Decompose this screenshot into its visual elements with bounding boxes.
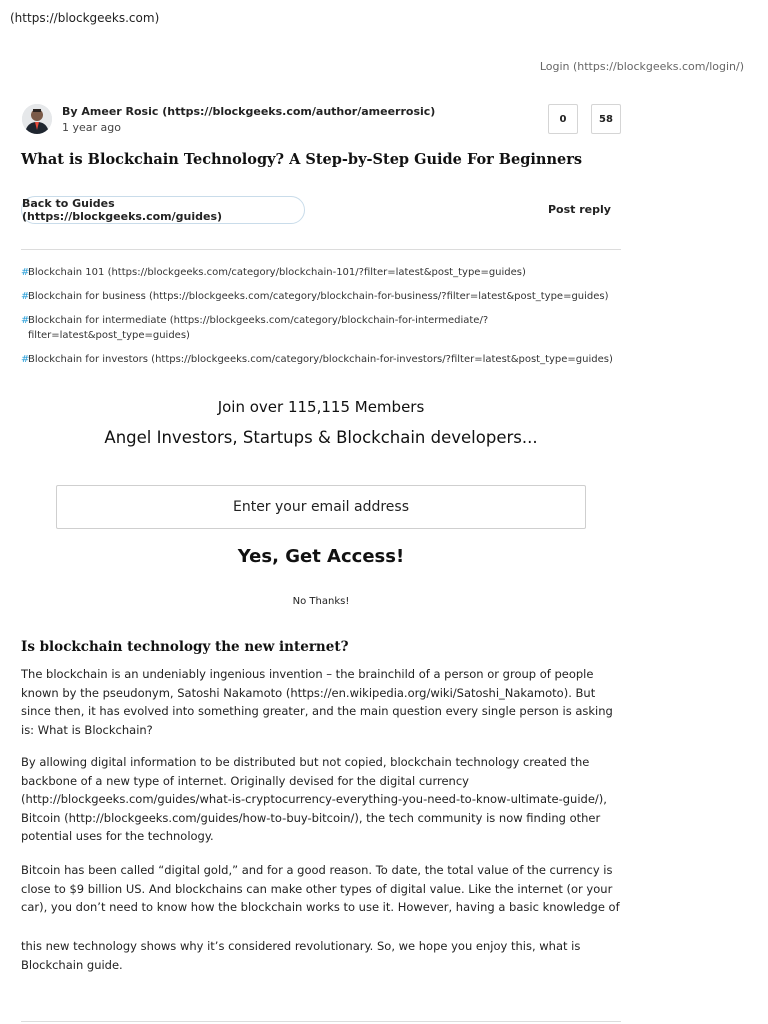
tag-link[interactable] (21, 289, 621, 304)
body-paragraph: By allowing digital information to be distributed but not copied, blockchain technology created the backbone of a new type of internet. Originally devised for the digital currency (http://blockgeeks.com/guides/what-is-cryptocurrency-everything-you-need-to-know-ultimate-guide/), Bitcoin (http://blockgeeks.com/guides/how-to-buy-bitcoin/), the tech community is now finding other potential uses for the technology. (21, 755, 607, 844)
hash-icon: # (21, 291, 30, 302)
comment-count[interactable]: 0 (548, 104, 578, 134)
tag-label[interactable]: Blockchain for intermediate (https://blockgeeks.com/category/blockchain-for-intermediate/?filter=latest&post_type=guides) (28, 315, 489, 341)
get-access-button[interactable]: Yes, Get Access! (237, 546, 405, 567)
post-time: 1 year ago (62, 121, 121, 134)
tag-link[interactable] (21, 265, 621, 280)
tag-label[interactable]: Blockchain for investors (https://blockgeeks.com/category/blockchain-for-investors/?filter=latest&post_type=guides) (28, 354, 613, 365)
body-paragraph: this new technology shows why it’s considered revolutionary. So, we hope you enjoy this, what is Blockchain guide. (21, 939, 581, 972)
article-title: What is Blockchain Technology? A Step-by-Step Guide For Beginners (21, 151, 583, 168)
signup-title: Join over 115,115 Members (217, 398, 425, 416)
hash-icon: # (21, 267, 30, 278)
divider (21, 1021, 621, 1022)
body-paragraph: Bitcoin has been called “digital gold,” and for a good reason. To date, the total value of the currency is close to $9 billion US. And blockchains can make other types of digital value. Like the internet (or your car), you don’t need to know how the blockchain works to use it. However, having a basic knowledge of (21, 863, 620, 915)
tag-link[interactable] (21, 352, 621, 367)
body-paragraph: The blockchain is an undeniably ingenious invention – the brainchild of a person or group of people known by the pseudonym, Satoshi Nakamoto (https://en.wikipedia.org/wiki/Satoshi_Nakamoto). But since then, it has evolved into something greater, and the main question every single person is asking is: What is Blockchain? (21, 667, 613, 737)
no-thanks-link[interactable]: No Thanks! (292, 596, 350, 607)
tag-link[interactable] (21, 313, 621, 343)
divider (21, 249, 621, 250)
tag-label[interactable]: Blockchain 101 (https://blockgeeks.com/category/blockchain-101/?filter=latest&post_type=guides) (28, 267, 526, 278)
signup-subtitle: Angel Investors, Startups & Blockchain developers... (104, 428, 538, 447)
back-to-guides-button[interactable]: Back to Guides (https://blockgeeks.com/guides) (21, 196, 305, 224)
tag-list (21, 265, 621, 376)
hash-icon: # (21, 315, 30, 326)
post-reply-button[interactable]: Post reply (548, 203, 611, 216)
person-icon (22, 104, 52, 134)
tag-label[interactable]: Blockchain for business (https://blockgeeks.com/category/blockchain-for-business/?filter=latest&post_type=guides) (28, 291, 609, 302)
email-input[interactable]: Enter your email address (56, 485, 586, 529)
share-count[interactable]: 58 (591, 104, 621, 134)
section-heading: Is blockchain technology the new internet? (21, 639, 349, 655)
author-avatar[interactable] (22, 104, 52, 134)
login-link[interactable]: Login (https://blockgeeks.com/login/) (539, 60, 744, 73)
author-byline[interactable]: By Ameer Rosic (https://blockgeeks.com/author/ameerrosic) (62, 105, 436, 118)
site-home-link[interactable]: (https://blockgeeks.com) (10, 11, 160, 25)
hash-icon: # (21, 354, 30, 365)
